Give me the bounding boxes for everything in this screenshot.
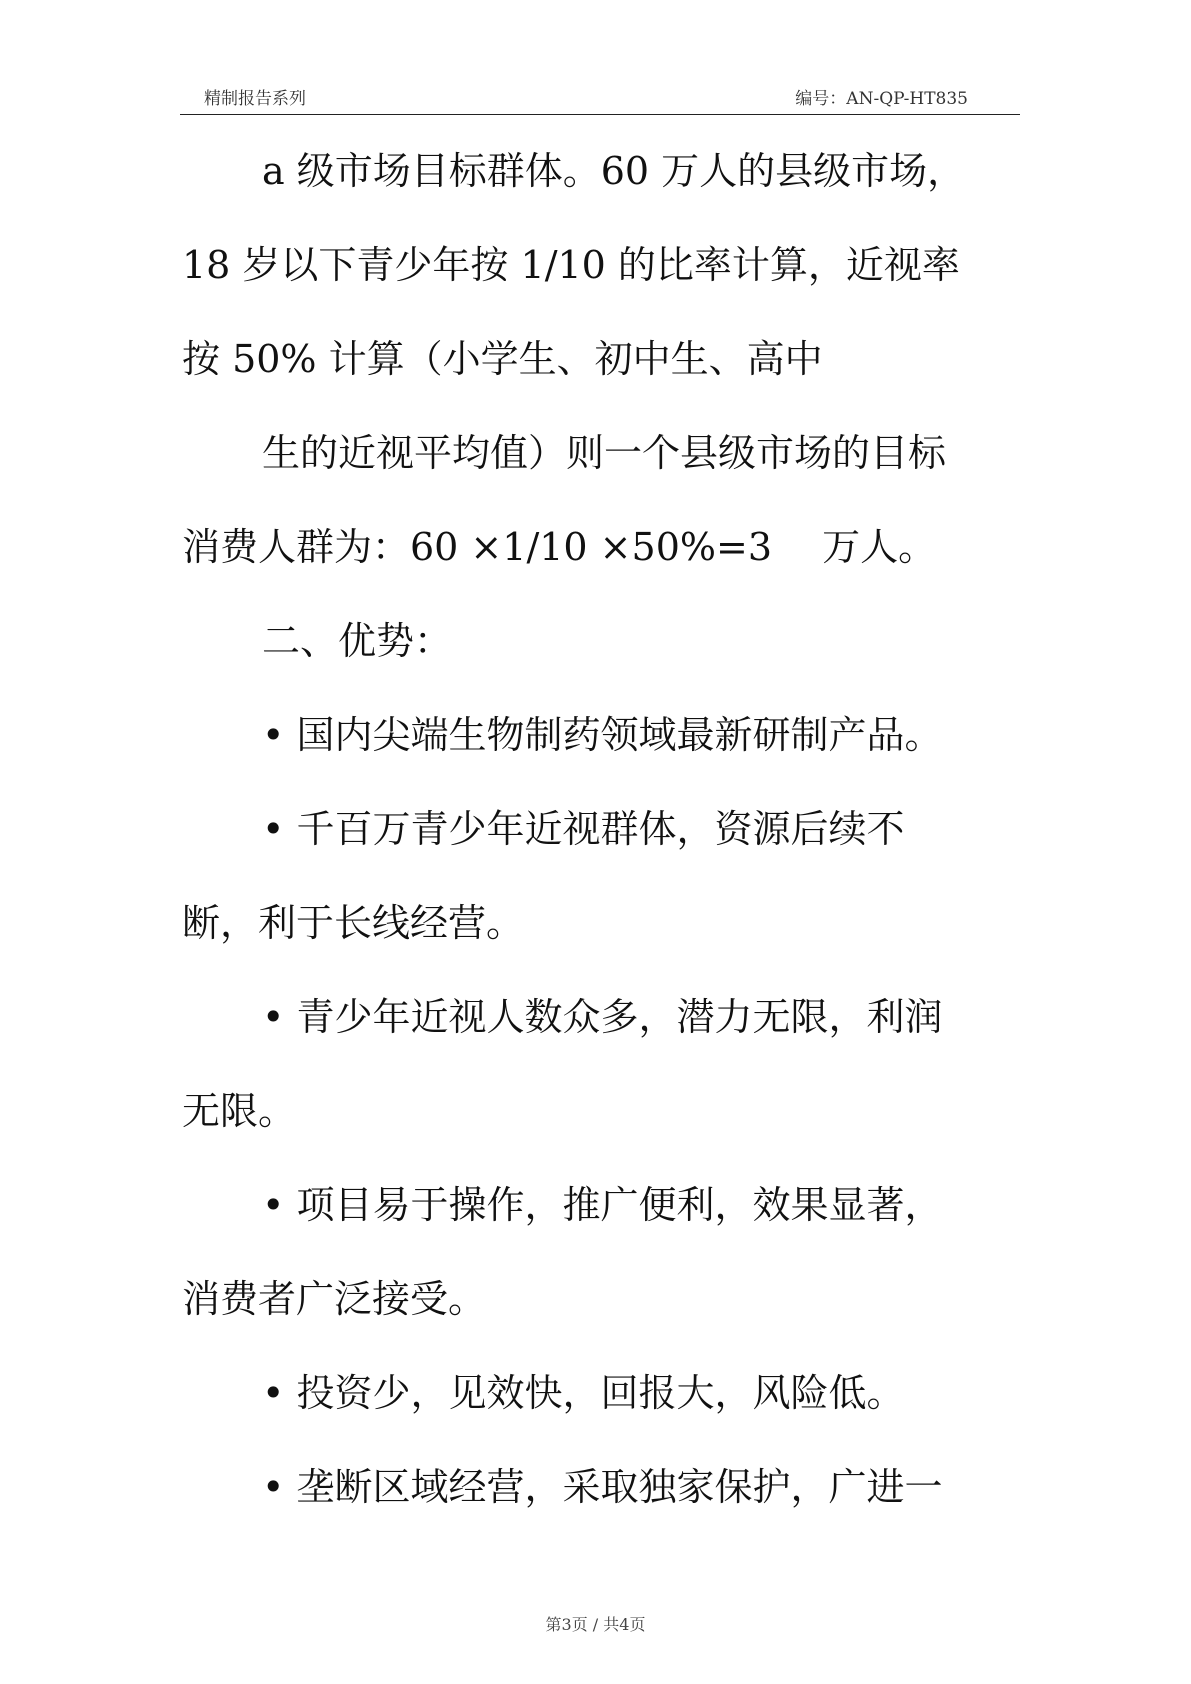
bullet-item: • 垄断区域经营，采取独家保护，广进一 [262,1465,943,1509]
bullet-item-continuation: 无限。 [182,1089,297,1133]
page-header [180,80,1020,115]
page-footer: 第3页 / 共4页 [545,1615,646,1634]
body-line: 生的近视平均值）则一个县级市场的目标 [262,431,947,475]
body-line: 消费人群为：60 ×1/10 ×50%=3 万人。 [182,525,937,569]
bullet-item: • 千百万青少年近视群体，资源后续不 [262,807,905,851]
bullet-item-continuation: 消费者广泛接受。 [182,1277,487,1321]
header-document-number: 编号：AN-QP-HT835 [795,89,968,109]
bullet-item: • 青少年近视人数众多，潜力无限，利润 [262,995,943,1039]
bullet-item: • 项目易于操作，推广便利，效果显著， [262,1183,943,1227]
body-line: a 级市场目标群体。60 万人的县级市场， [262,149,966,193]
header-series-title: 精制报告系列 [204,89,306,109]
bullet-item-continuation: 断，利于长线经营。 [182,901,525,945]
bullet-item: • 投资少，见效快，回报大，风险低。 [262,1371,905,1415]
bullet-item: • 国内尖端生物制药领域最新研制产品。 [262,713,943,757]
body-line: 按 50% 计算（小学生、初中生、高中 [182,337,823,381]
section-heading: 二、优势： [262,619,453,663]
body-line: 18 岁以下青少年按 1/10 的比率计算，近视率 [182,243,960,287]
